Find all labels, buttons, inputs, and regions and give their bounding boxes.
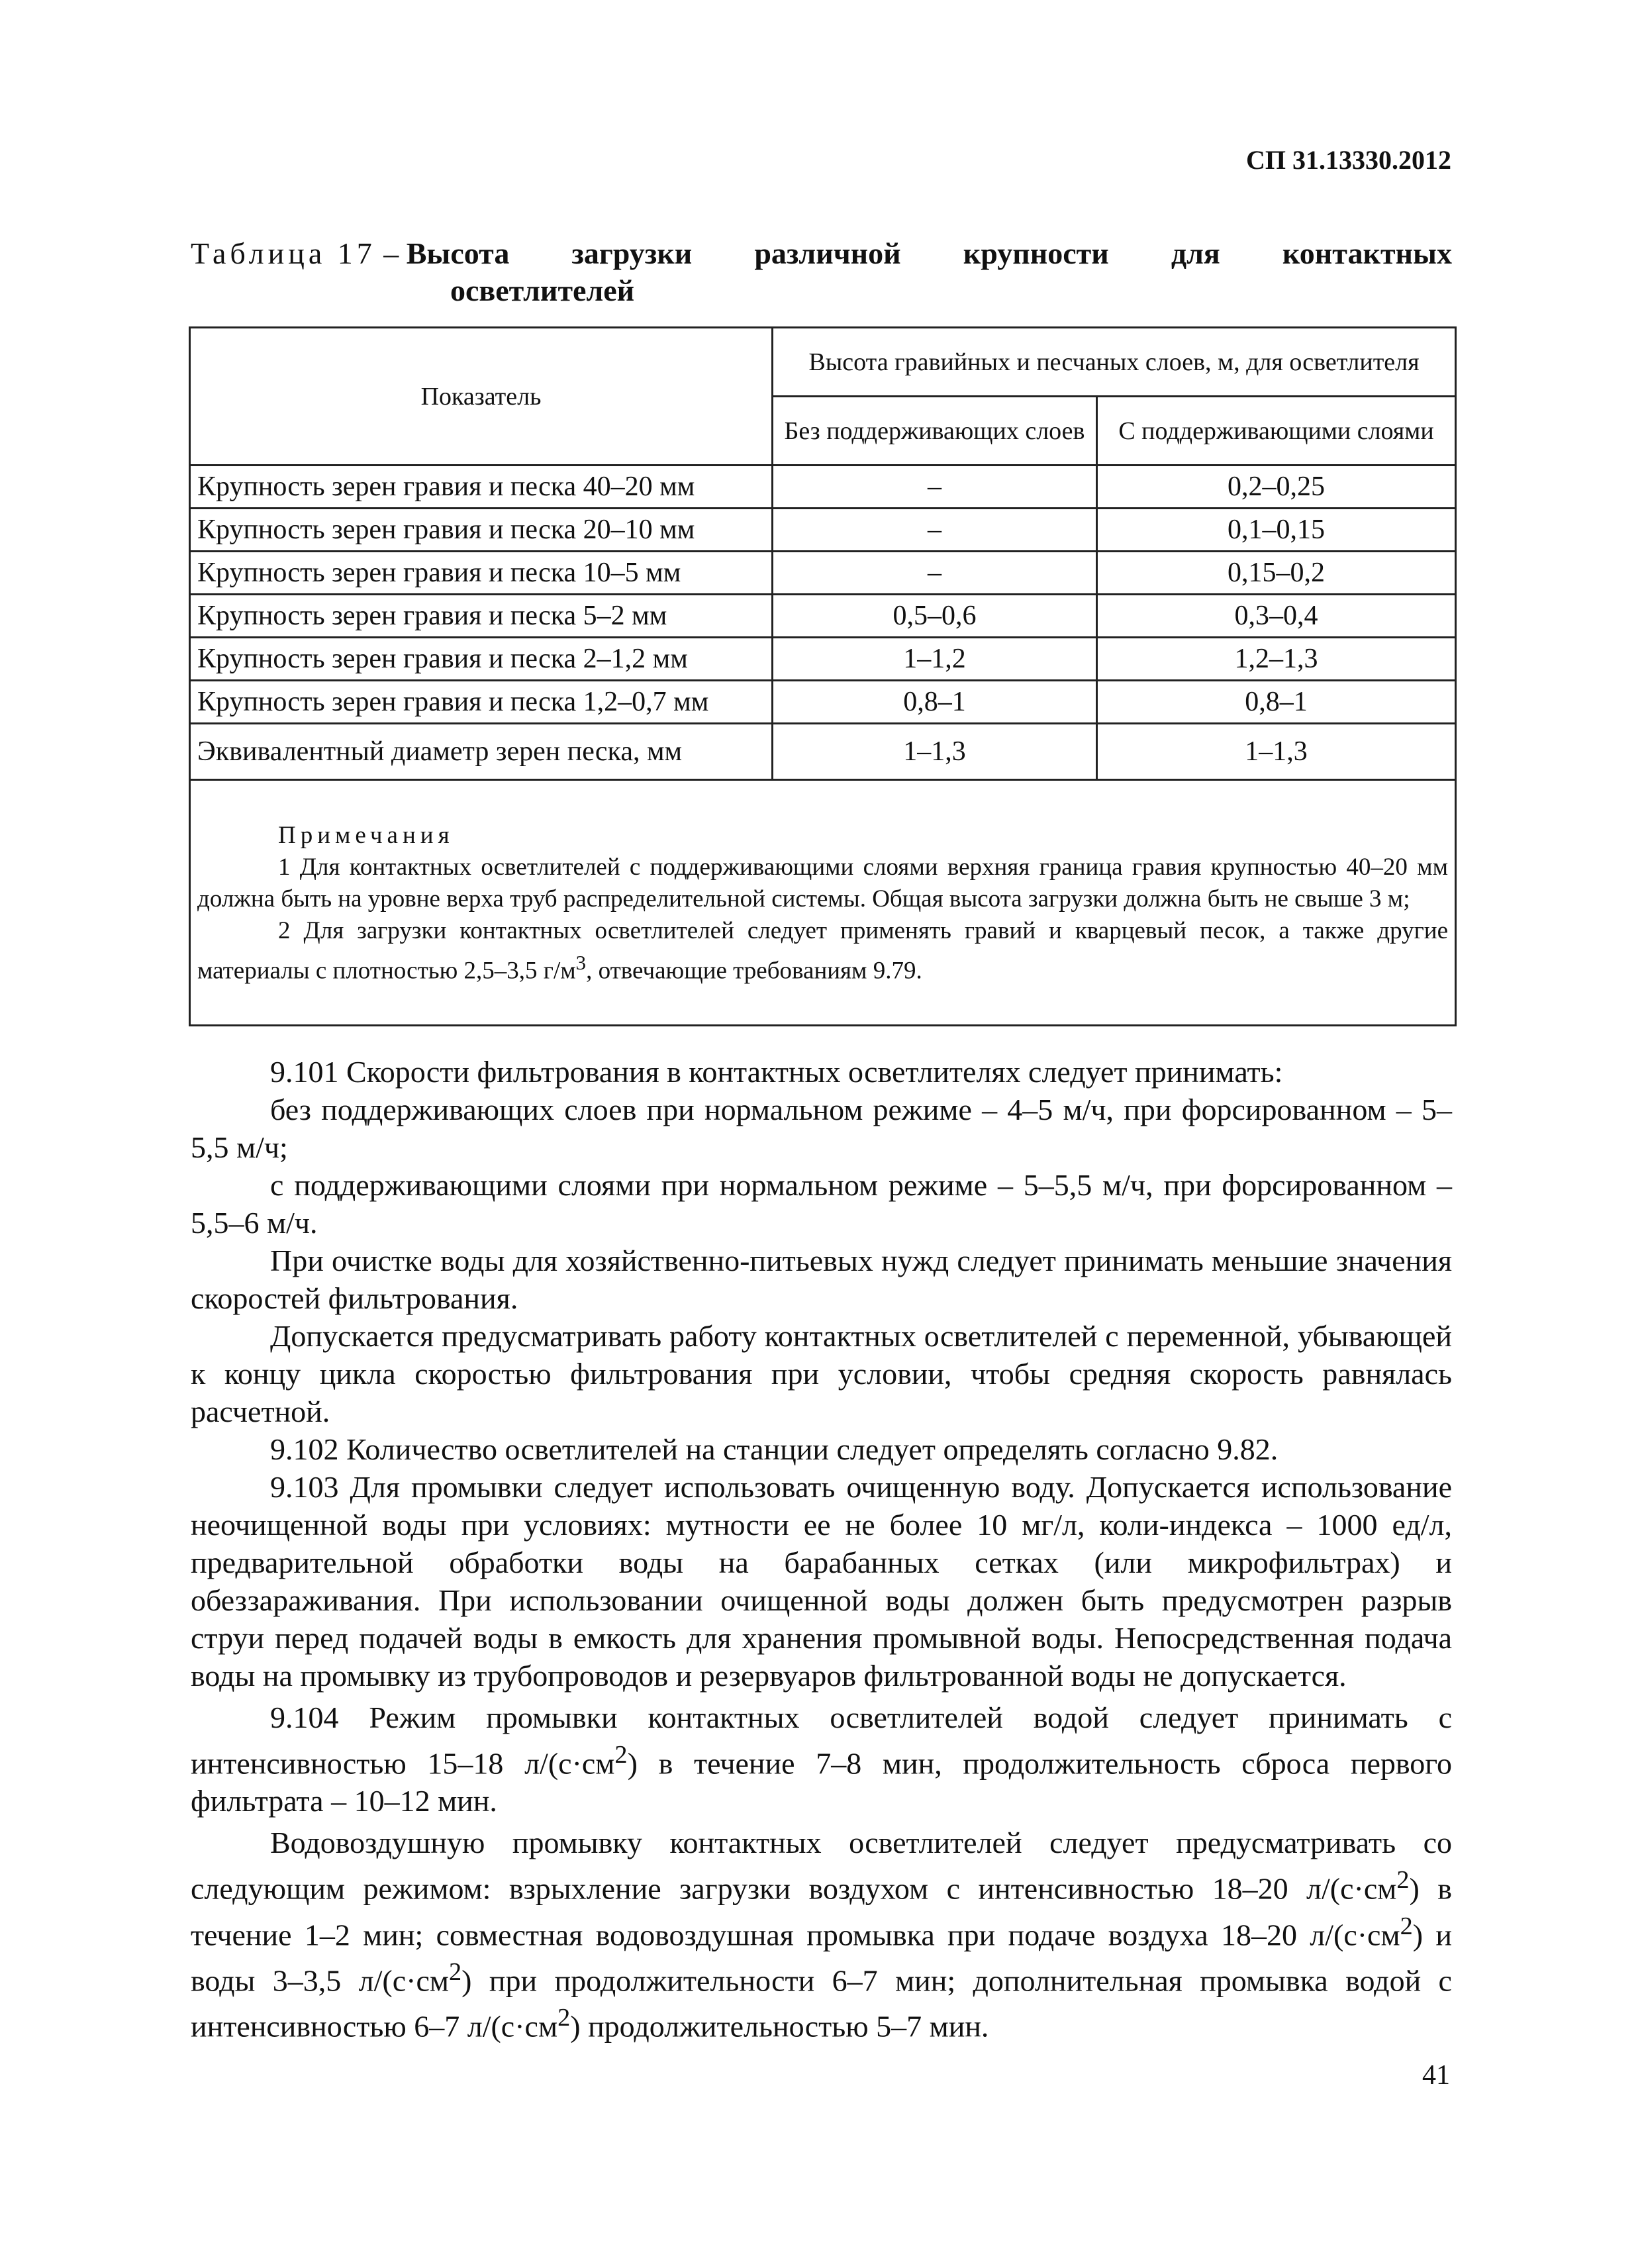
table-row — [190, 595, 1456, 638]
superscript: 2 — [1400, 1912, 1413, 1940]
value-without-support: – — [773, 466, 1097, 509]
value-with-support: 0,15–0,2 — [1097, 552, 1456, 595]
table-caption-prefix: Таблица 17 — [191, 236, 376, 270]
table-notes-row — [190, 780, 1456, 1026]
row-label: Крупность зерен гравия и песка 1,2–0,7 мм — [190, 681, 773, 724]
value-with-support: 1–1,3 — [1097, 724, 1456, 780]
value-without-support: 1–1,3 — [773, 724, 1097, 780]
value-with-support: 0,3–0,4 — [1097, 595, 1456, 638]
column-header-indicator: Показатель — [190, 328, 773, 466]
notes-title: Примечания — [278, 821, 454, 849]
table-caption-line2: осветлителей — [450, 273, 635, 307]
value-without-support: 0,5–0,6 — [773, 595, 1097, 638]
row-label: Эквивалентный диаметр зерен песка, мм — [190, 724, 773, 780]
table-row — [190, 552, 1456, 595]
document-code: СП 31.13330.2012 — [1246, 145, 1451, 175]
value-without-support: – — [773, 509, 1097, 552]
table-row — [190, 724, 1456, 780]
paragraph-text: Водовоздушную промывку контактных осветлителей следует предусматривать со следующим режимом: взрыхление загрузки воздухом с интенсивностью 18–20 л/(с·см — [191, 1826, 1452, 1906]
row-label: Крупность зерен гравия и песка 40–20 мм — [190, 466, 773, 509]
value-without-support: 0,8–1 — [773, 681, 1097, 724]
data-table — [189, 326, 1457, 1026]
paragraph-text: ) в течение 1–2 мин; совместная водовоздушная промывка при подаче воздуха 18–20 л/(с·см — [191, 1871, 1452, 1951]
table-caption-word: Высота — [406, 236, 510, 270]
table-caption-word: для — [1171, 236, 1220, 270]
table-row — [190, 466, 1456, 509]
table-header-row — [190, 328, 1456, 397]
row-label: Крупность зерен гравия и песка 5–2 мм — [190, 595, 773, 638]
paragraph-9-104 — [191, 1699, 1452, 1820]
table-caption-word: различной — [754, 236, 901, 270]
paragraph-text: ) при продолжительности 6–7 мин; дополнительная промывка водой с интенсивностью 6–7 л/(с·см — [191, 1963, 1452, 2044]
paragraph-text: ) продолжительностью 5–7 мин. — [570, 2009, 989, 2044]
paragraph-text: ) в течение 7–8 мин, продолжительность сброса первого фильтрата – 10–12 мин. — [191, 1746, 1452, 1818]
note-2 — [197, 915, 1448, 987]
table-caption-word: крупности — [963, 236, 1109, 270]
paragraph-9-102: 9.102 Количество осветлителей на станции следует определять согласно 9.82. — [270, 1432, 1279, 1466]
table-caption-word: загрузки — [571, 236, 693, 270]
table-caption — [191, 235, 1452, 309]
paragraph-9-101-without-support: без поддерживающих слоев при нормальном режиме – 4–5 м/ч, при форсированном – 5–5,5 м/ч; — [191, 1093, 1452, 1164]
paragraph-9-101-with-support: с поддерживающими слоями при нормальном режиме – 5–5,5 м/ч, при форсированном – 5,5–6 м/ч. — [191, 1168, 1452, 1240]
paragraph-text: ) и воды 3–3,5 л/(с·см — [191, 1917, 1453, 1998]
table-caption-line1 — [191, 235, 1452, 272]
value-without-support: – — [773, 552, 1097, 595]
value-with-support: 1,2–1,3 — [1097, 638, 1456, 681]
table-caption-head — [191, 235, 509, 272]
table-caption-dash: – — [375, 236, 407, 270]
table-row — [190, 681, 1456, 724]
paragraph-variable-speed: Допускается предусматривать работу контактных осветлителей с переменной, убывающей к концу цикла скоростью фильтрования при условии, чтобы средняя скорость равнялась расчетной. — [191, 1319, 1452, 1428]
superscript: 2 — [448, 1957, 462, 1986]
table-row — [190, 509, 1456, 552]
column-header-without-support: Без поддерживающих слоев — [773, 397, 1097, 466]
value-with-support: 0,8–1 — [1097, 681, 1456, 724]
superscript: 2 — [1396, 1866, 1410, 1895]
row-label: Крупность зерен гравия и песка 2–1,2 мм — [190, 638, 773, 681]
paragraph-air-water-wash — [191, 1824, 1452, 2045]
row-label: Крупность зерен гравия и песка 20–10 мм — [190, 509, 773, 552]
column-header-group: Высота гравийных и песчаных слоев, м, для осветлителя — [773, 328, 1456, 397]
note-2-text: 2 Для загрузки контактных осветлителей следует применять гравий и кварцевый песок, а также другие материалы с плотностью 2,5–3,5 г/м — [197, 916, 1448, 985]
body-text — [191, 1053, 1452, 2046]
paragraph-9-103: 9.103 Для промывки следует использовать очищенную воду. Допускается использование неочищенной воды при условиях: мутности ее не более 10 мг/л, коли-индекса – 1000 ед/л, предварительной обработки воды на барабанных сетках (или микрофильтрах) и обеззараживания. При использовании очищенной воды должен быть предусмотрен разрыв струи перед подачей воды в емкость для хранения промывной воды. Непосредственная подача воды на промывку из трубопроводов и резервуаров фильтрованной воды не допускается. — [191, 1470, 1452, 1693]
page-number: 41 — [1422, 2060, 1450, 2091]
value-with-support: 0,2–0,25 — [1097, 466, 1456, 509]
table-notes — [190, 780, 1456, 1026]
note-1: 1 Для контактных осветлителей с поддерживающими слоями верхняя граница гравия крупностью 40–20 мм должна быть на уровне верха труб распределительной системы. Общая высота загрузки должна быть не свыше 3 м; — [197, 853, 1448, 912]
superscript: 2 — [557, 2004, 571, 2032]
paragraph-drinking-water: При очистке воды для хозяйственно-питьевых нужд следует принимать меньшие значения скоростей фильтрования. — [191, 1244, 1452, 1315]
paragraph-9-101: 9.101 Скорости фильтрования в контактных осветлителях следует принимать: — [270, 1055, 1283, 1089]
table-caption-word: контактных — [1282, 236, 1452, 270]
value-without-support: 1–1,2 — [773, 638, 1097, 681]
row-label: Крупность зерен гравия и песка 10–5 мм — [190, 552, 773, 595]
note-2-superscript: 3 — [575, 951, 587, 974]
table-row — [190, 638, 1456, 681]
paragraph-text: 9.104 Режим промывки контактных осветлителей водой следует принимать с интенсивностью 15–18 л/(с·см — [191, 1701, 1452, 1781]
superscript: 2 — [614, 1741, 628, 1769]
value-with-support: 0,1–0,15 — [1097, 509, 1456, 552]
column-header-with-support: С поддерживающими слоями — [1097, 397, 1456, 466]
note-2-text-end: , отвечающие требованиям 9.79. — [586, 957, 922, 985]
